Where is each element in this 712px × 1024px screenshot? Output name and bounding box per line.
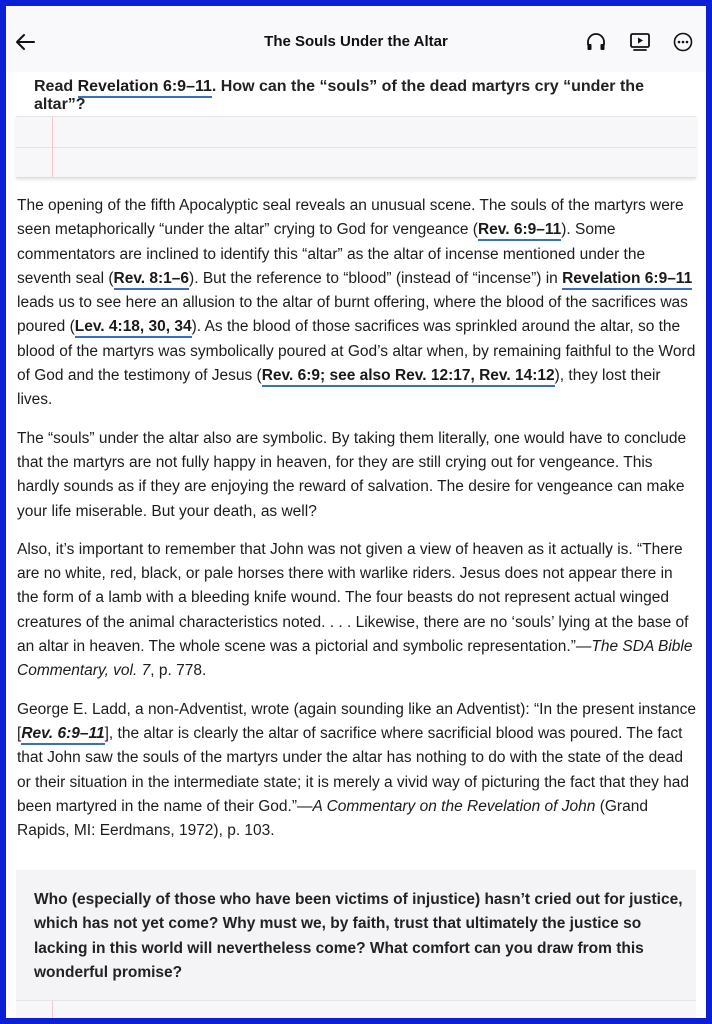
notes-area-bottom[interactable] [16, 1000, 696, 1018]
text-segment: The opening of the fifth Apocalyptic seal reveals an unusual scene. The souls of the martyrs were seen metaphorically “under the altar” crying to God for vengeance ( [17, 197, 684, 239]
page-title: The Souls Under the Altar [264, 33, 448, 50]
scripture-link[interactable]: Rev. 6:9; see also Rev. 12:17, Rev. 14:12 [262, 367, 555, 387]
note-margin-line [52, 1001, 53, 1018]
play-video-icon[interactable] [629, 31, 651, 53]
source-title: A Commentary on the Revelation of John [312, 797, 596, 815]
reflection-question-box [16, 870, 696, 1004]
question-prefix: Read [34, 78, 78, 95]
text-segment: ). As the blood of those sacrifices was sprinkled around the altar, so the blood of the martyrs was symbolically poured at God’s altar when, by remaining faithful to the Word of God and the testimony of Jesus ( [17, 318, 696, 385]
scripture-link[interactable]: Lev. 4:18, 30, 34 [75, 318, 192, 338]
reader-page [6, 6, 706, 1018]
paragraph-3 [17, 538, 697, 684]
paragraph-4 [17, 698, 697, 844]
notes-area[interactable] [16, 116, 696, 178]
text-segment: leads us to see here an allusion to the altar of burnt offering, where the blood of the sacrifices was poured ( [17, 294, 688, 336]
more-options-icon[interactable] [672, 31, 694, 53]
paragraph-2: The “souls” under the altar also are symbolic. By taking them literally, one would have to conclude that the martyrs are not fully happy in heaven, for they are still crying out for vengeance. This hardly sounds as if they are enjoying the reward of salvation. The desire for vengeance can make your life miserable. But your death, as well? [17, 429, 687, 520]
text-segment: George E. Ladd, a non-Adventist, wrote (again sounding like an Adventist): “In the present instance [ [17, 700, 696, 742]
text-segment: , p. 778. [150, 662, 207, 680]
scripture-link[interactable]: Revelation 6:9–11 [562, 270, 692, 290]
headphones-icon[interactable] [585, 31, 607, 53]
source-title: The SDA Bible Commentary, vol. 7 [17, 638, 693, 680]
question-suffix: . How can the “souls” of the dead martyrs cry “under the altar”? [34, 78, 644, 113]
lesson-body [17, 194, 697, 857]
note-margin-line [52, 117, 53, 177]
scripture-link-revelation[interactable]: Revelation 6:9–11 [78, 78, 212, 98]
scripture-link[interactable]: Rev. 8:1–6 [114, 270, 190, 290]
note-line [16, 147, 696, 148]
reflection-question: Who (especially of those who have been victims of injustice) hasn’t cried out for justice, which has not yet come? Why must we, by faith, trust that ultimately the justice so lacking in this world will nevertheless come? What comfort can you draw from this wonderful promise? [34, 891, 683, 981]
text-segment: ], the altar is clearly the altar of sacrifice where sacrificial blood was poured. The fact that John saw the souls of the martyrs under the altar has nothing to do with the state of the dead or their situation in the intermediate state; it is merely a vivid way of picturing the fact that they had been martyred in the name of their God.”— [17, 724, 690, 815]
top-bar [6, 6, 706, 72]
text-segment: ). But the reference to “blood” (instead of “incense”) in [189, 269, 563, 287]
study-question [34, 78, 684, 114]
paragraph-1 [17, 194, 697, 413]
scripture-link[interactable]: Rev. 6:9–11 [478, 221, 561, 241]
scripture-link[interactable]: Rev. 6:9–11 [21, 725, 104, 745]
text-segment: (Grand Rapids, MI: Eerdmans, 1972), p. 103. [17, 797, 648, 840]
text-segment: Also, it’s important to remember that John was not given a view of heaven as it actually is. “There are no white, red, black, or pale horses there with warlike riders. Jesus does not appear there in the form of a lamb with a bleeding knife wound. The four beasts do not represent actual winged creatures of the animal characteristics noted. . . . Likewise, there are no ‘souls’ lying at the base of an altar in heaven. The whole scene was a pictorial and symbolic representation.”— [17, 540, 689, 656]
text-segment: ). Some commentators are inclined to identify this “altar” as the altar of incense mentioned under the seventh seal ( [17, 221, 646, 287]
text-segment: ), they lost their lives. [17, 367, 661, 409]
